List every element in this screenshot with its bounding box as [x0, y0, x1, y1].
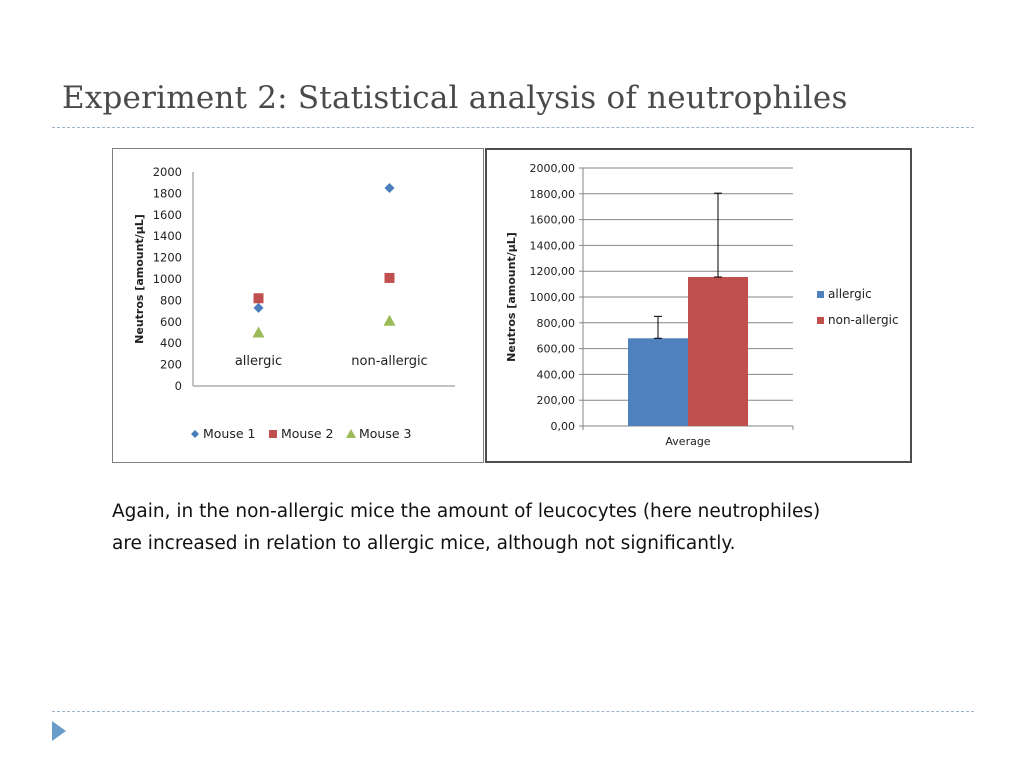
y-tick-label: 1600,00	[529, 213, 575, 227]
y-tick-label: 400	[160, 336, 182, 351]
y-tick-label: 1200	[152, 250, 182, 265]
legend-label: allergic	[828, 287, 872, 301]
caption-line-2: are increased in relation to allergic mice, although not significantly.	[112, 533, 736, 554]
legend-swatch	[817, 291, 824, 298]
y-axis-title: Neutros [amount/µL]	[133, 214, 146, 344]
legend-swatch	[817, 317, 824, 324]
scatter-chart	[113, 149, 485, 464]
y-tick-label: 1800,00	[529, 187, 575, 201]
x-category-label: non-allergic	[351, 354, 428, 369]
y-tick-label: 2000	[152, 165, 182, 179]
y-tick-label: 1200,00	[529, 265, 575, 279]
y-tick-label: 0,00	[550, 420, 575, 433]
title-divider	[52, 127, 974, 128]
data-point	[385, 183, 395, 193]
y-tick-label: 1800	[152, 186, 182, 201]
y-tick-label: 1600	[152, 207, 182, 222]
slide-title: Experiment 2: Statistical analysis of neutrophiles	[62, 80, 848, 116]
y-tick-label: 200,00	[536, 394, 575, 408]
y-tick-label: 600,00	[536, 342, 575, 356]
x-category-label: allergic	[234, 354, 283, 369]
data-point	[253, 327, 265, 338]
legend-marker	[191, 430, 199, 438]
legend-label: Mouse 1	[203, 426, 256, 441]
x-category-label: Average	[665, 435, 711, 448]
y-tick-label: 200	[160, 357, 182, 372]
y-tick-label: 1000	[152, 272, 182, 286]
y-tick-label: 800,00	[536, 316, 575, 330]
y-tick-label: 2000,00	[529, 162, 575, 175]
play-triangle-icon[interactable]	[52, 721, 66, 741]
bar-chart	[487, 150, 910, 461]
footer-divider	[52, 711, 974, 712]
y-tick-label: 600	[160, 314, 182, 329]
y-tick-label: 1400	[152, 229, 182, 244]
legend-label: Mouse 2	[281, 426, 334, 441]
data-point	[385, 273, 395, 283]
caption-line-1: Again, in the non-allergic mice the amount of leucocytes (here neutrophiles)	[112, 501, 821, 522]
bar	[628, 338, 688, 426]
bar	[688, 277, 748, 426]
data-point	[254, 303, 264, 313]
legend-label: Mouse 3	[359, 426, 412, 441]
bar-chart-panel	[485, 148, 912, 463]
scatter-chart-panel	[112, 148, 484, 463]
data-point	[254, 293, 264, 303]
y-tick-label: 1000,00	[529, 291, 575, 304]
y-tick-label: 1400,00	[529, 239, 575, 253]
y-tick-label: 0	[174, 379, 182, 393]
y-tick-label: 800	[160, 293, 182, 308]
legend-marker	[346, 429, 356, 438]
legend-marker	[269, 430, 277, 438]
legend-label: non-allergic	[828, 313, 899, 327]
data-point	[384, 315, 396, 326]
caption	[112, 496, 932, 560]
y-axis-title: Neutros [amount/µL]	[505, 232, 518, 362]
y-tick-label: 400,00	[536, 368, 575, 382]
